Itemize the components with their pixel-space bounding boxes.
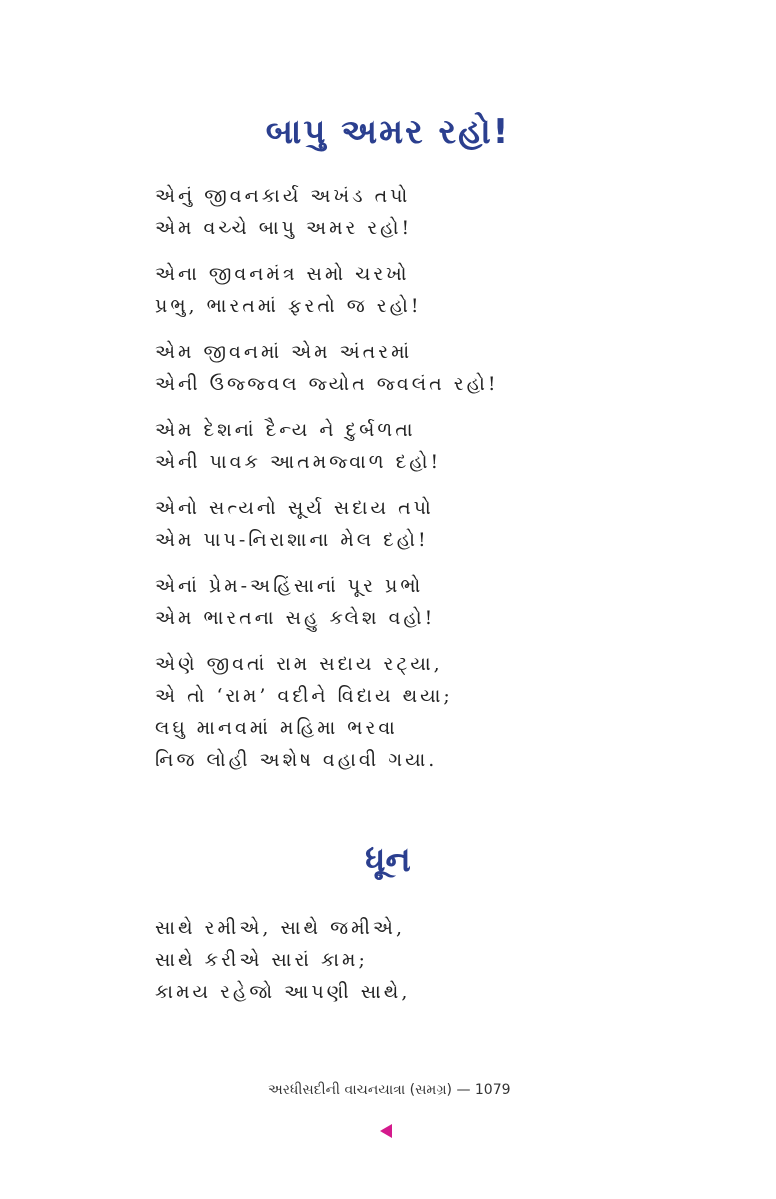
second-poem-title: ધૂન [365,840,411,880]
poem-line: એના જીવનમંત્ર સમો ચરખો [155,263,410,285]
poem-line: એ તો ‘રામ’ વદીને વિદાય થયા; [155,685,453,707]
second-poem-body [155,912,655,1008]
stanza [155,570,655,634]
stanza [155,336,655,400]
stanza [155,414,655,478]
stanza [155,180,655,244]
poem-line: એમ વચ્ચે બાપુ અમર રહો! [155,217,413,239]
poem-line: એનું જીવનકાર્ય અખંડ તપો [155,185,411,207]
poem-line: કામય રહેજો આપણી સાથે, [155,981,411,1003]
poem-body [155,180,655,790]
poem-line: એમ પાપ-નિરાશાના મેલ દહો! [155,529,429,551]
poem-line: લઘુ માનવમાં મહિમા ભરવા [155,717,398,739]
stanza [155,492,655,556]
poem-line: એમ ભારતના સહુ ક્લેશ વહો! [155,607,436,629]
poem-line: નિજ લોહી અશેષ વહાવી ગયા. [155,749,438,771]
poem-title: બાપુ અમર રહો! [265,112,511,152]
poem-line: એમ દેશનાં દૈન્ય ને દુર્બળતા [155,419,416,441]
poem-line: સાથે રમીએ, સાથે જમીએ, [155,917,406,939]
poem-line: પ્રભુ, ભારતમાં ફરતો જ રહો! [155,295,422,317]
stanza [155,258,655,322]
stanza [155,648,655,776]
poem-line: એનાં પ્રેમ-અહિંસાનાં પૂર પ્રભો [155,575,424,597]
poem-line: એમ જીવનમાં એમ અંતરમાં [155,341,413,363]
triangle-left-icon[interactable] [380,1124,392,1138]
poem-line: એનો સત્યનો સૂર્ય સદાય તપો [155,497,434,519]
poem-line: એણે જીવતાં રામ સદાય રટ્યા, [155,653,443,675]
page-footer: અરધીસદીની વાચનયાત્રા (સમગ્ર) — 1079 [268,1082,511,1098]
poem-line: એની પાવક આતમજ્વાળ દહો! [155,451,442,473]
poem-line: એની ઉજ્જ્વલ જ્યોત જ્વલંત રહો! [155,373,499,395]
poem-line: સાથે કરીએ સારાં કામ; [155,949,368,971]
